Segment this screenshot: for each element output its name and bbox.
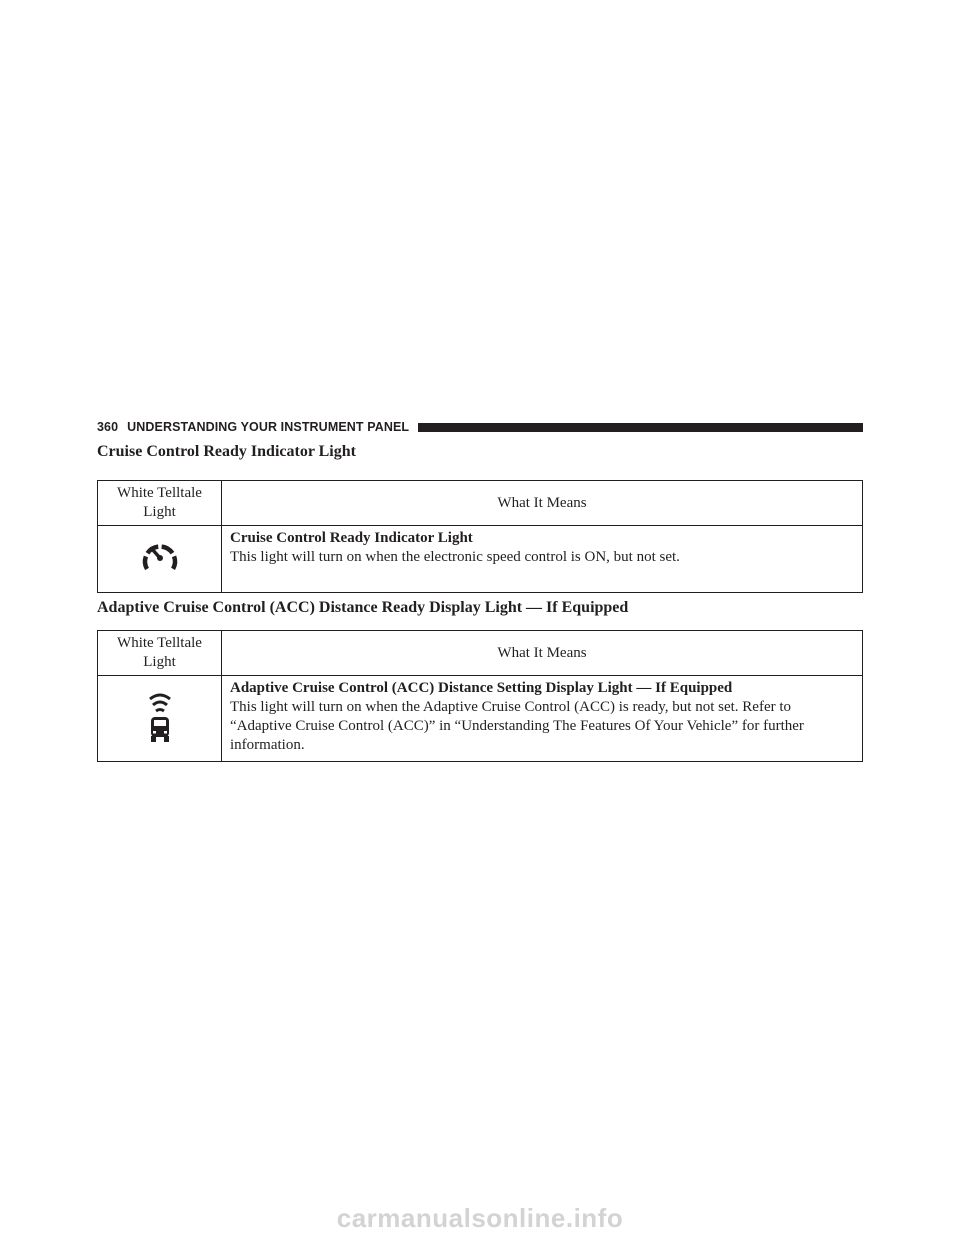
header-rule: [418, 423, 863, 432]
meaning-cell: [222, 526, 863, 593]
column-header-light: White Telltale Light: [98, 631, 222, 676]
table-header-row: [98, 481, 863, 526]
entry-text: This light will turn on when the Adaptive Cruise Control (ACC) is ready, but not set. Refer to “Adaptive Cruise Control (ACC)” in “Understanding The Features Of Your Vehicle” for further information.: [230, 699, 804, 753]
entry-title: Cruise Control Ready Indicator Light: [230, 530, 473, 546]
icon-cell: [98, 676, 222, 762]
page-number: 360: [97, 420, 119, 434]
speedometer-icon: [140, 538, 180, 580]
acc-table: [97, 630, 863, 762]
section-heading-acc: Adaptive Cruise Control (ACC) Distance Ready Display Light — If Equipped: [97, 599, 629, 616]
table-row: [98, 676, 863, 762]
column-header-meaning: What It Means: [222, 631, 863, 676]
icon-cell: [98, 526, 222, 593]
watermark: carmanualsonline.info: [336, 1203, 624, 1233]
meaning-cell: [222, 676, 863, 762]
cruise-control-table: [97, 480, 863, 593]
page-header: [97, 418, 863, 436]
table-header-row: [98, 631, 863, 676]
entry-title: Adaptive Cruise Control (ACC) Distance Setting Display Light — If Equipped: [230, 680, 733, 696]
column-header-light: White Telltale Light: [98, 481, 222, 526]
running-title: UNDERSTANDING YOUR INSTRUMENT PANEL: [127, 420, 410, 434]
column-header-meaning: What It Means: [222, 481, 863, 526]
entry-text: This light will turn on when the electronic speed control is ON, but not set.: [230, 549, 680, 565]
section-heading-cruise-control: Cruise Control Ready Indicator Light: [97, 443, 356, 460]
acc-distance-vehicle-icon: [145, 687, 175, 751]
table-row: [98, 526, 863, 593]
